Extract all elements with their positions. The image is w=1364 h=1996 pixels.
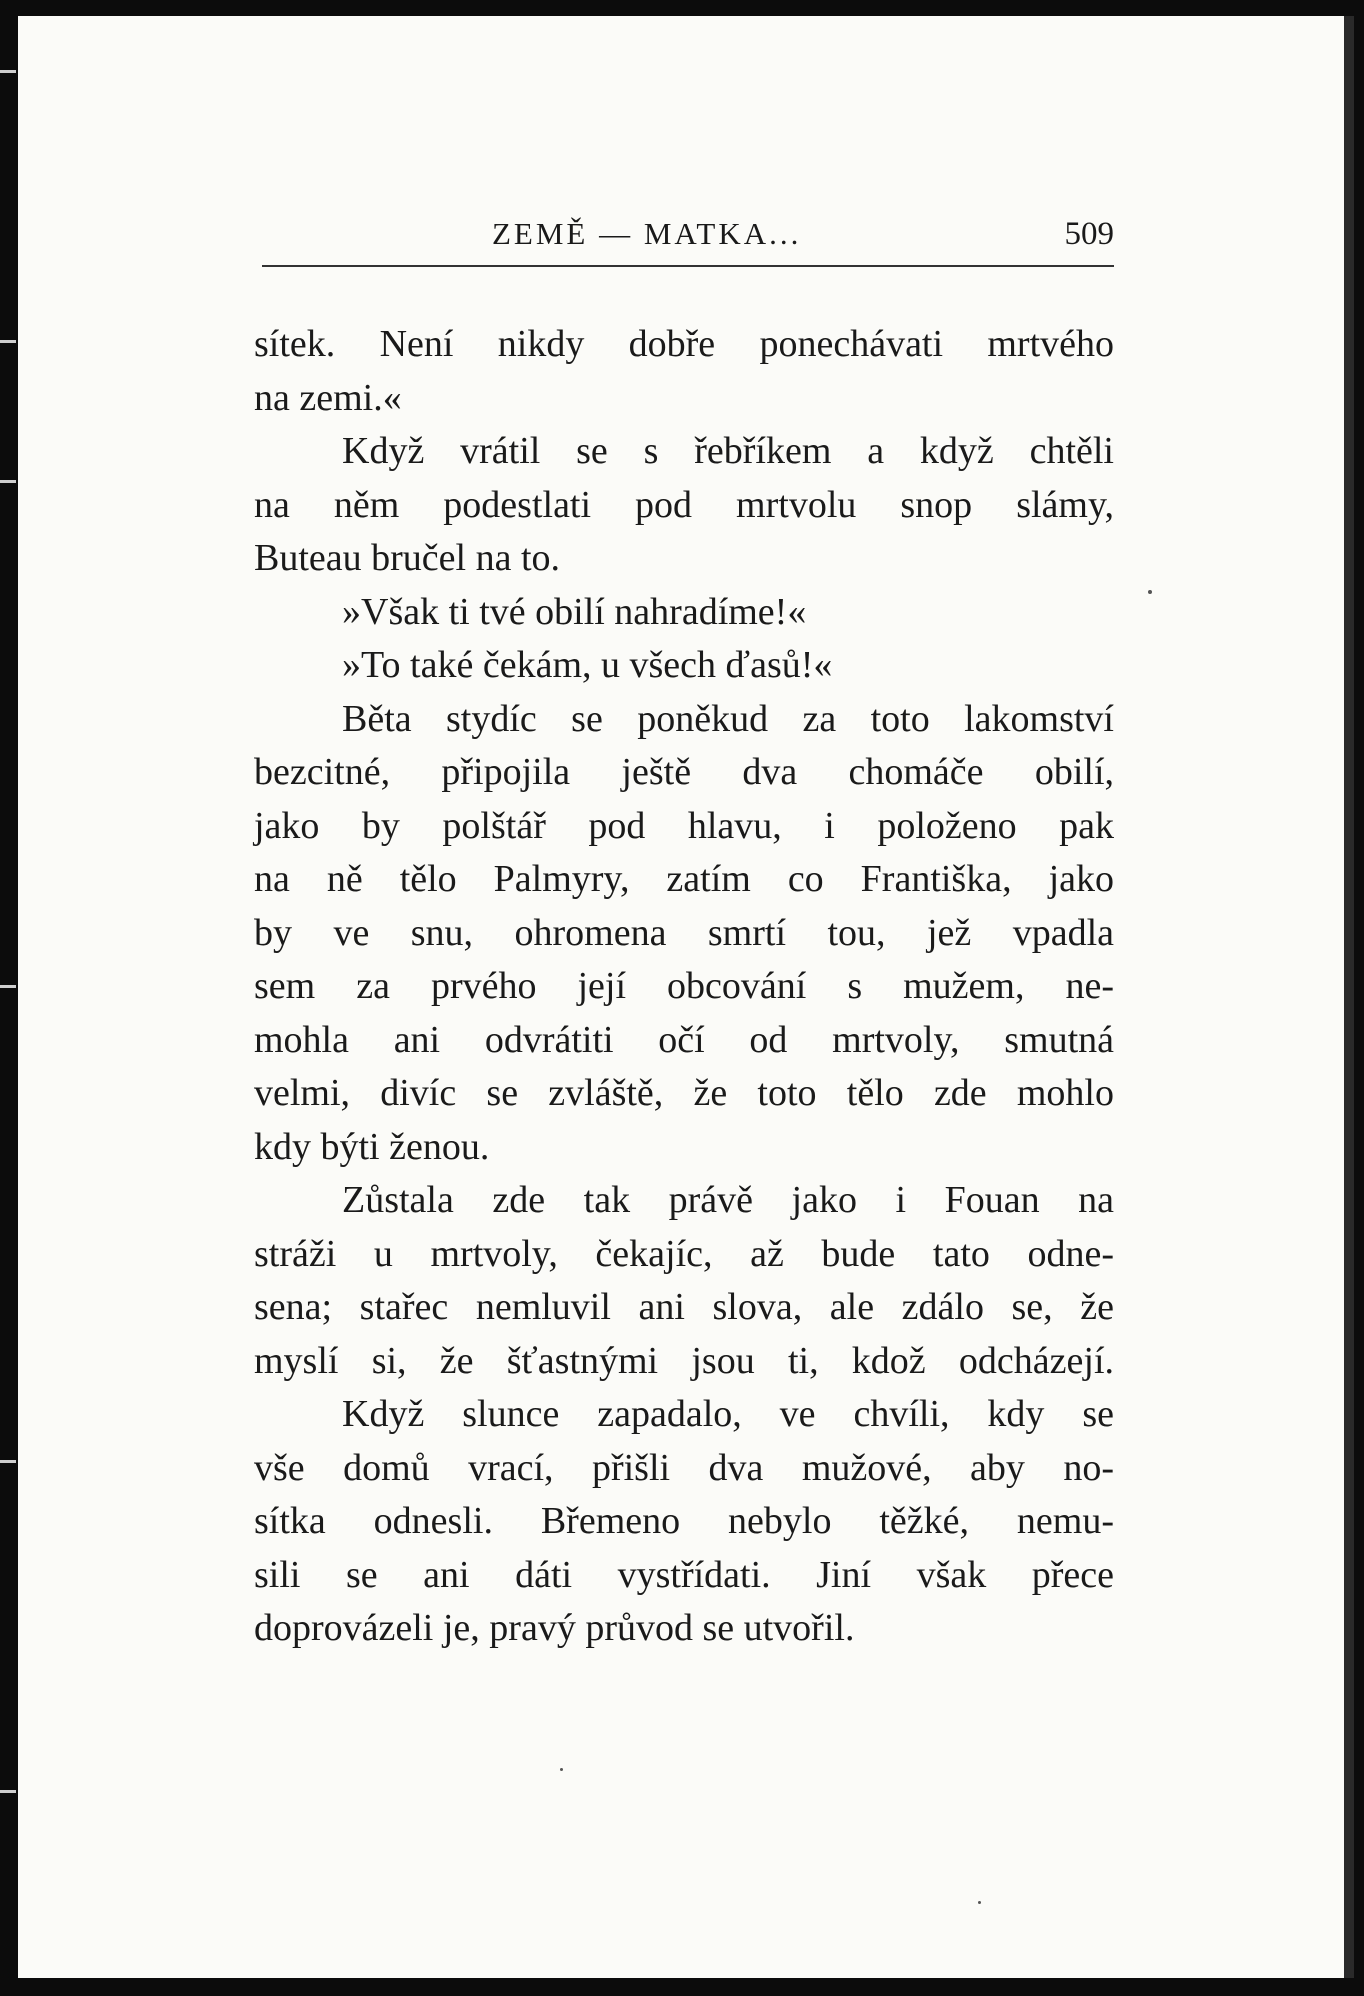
- print-speck: [978, 1901, 981, 1904]
- text-line: sem za prvého její obcování s mužem, ne-: [254, 965, 1114, 1007]
- edge-tick: [0, 985, 16, 988]
- text-line: by ve snu, ohromena smrtí tou, jež vpadla: [254, 911, 1114, 954]
- edge-tick: [0, 1460, 16, 1463]
- text-line: na ně tělo Palmyry, zatím co Františka, jako: [254, 858, 1114, 900]
- text-line: Když vrátil se s řebříkem a když chtěli: [342, 430, 1114, 472]
- text-line: na něm podestlati pod mrtvolu snop slámy,: [254, 483, 1114, 526]
- text-line: na zemi.«: [254, 376, 402, 419]
- text-line: sítka odnesli. Břemeno nebylo těžké, nemu-: [254, 1500, 1114, 1542]
- text-line: kdy býti ženou.: [254, 1125, 490, 1168]
- page-number: 509: [1064, 216, 1114, 252]
- text-line: jako by polštář pod hlavu, i položeno pak: [254, 804, 1114, 847]
- edge-tick: [0, 340, 16, 343]
- text-line: Buteau bručel na to.: [254, 537, 561, 579]
- text-line: Když slunce zapadalo, ve chvíli, kdy se: [342, 1393, 1114, 1435]
- text-line: doprovázeli je, pravý průvod se utvořil.: [254, 1607, 855, 1649]
- edge-tick: [0, 480, 16, 483]
- left-page-edge: [0, 0, 18, 1996]
- text-line: vše domů vrací, přišli dva mužové, aby no-: [254, 1446, 1114, 1489]
- text-line: stráži u mrtvoly, čekajíc, až bude tato odne-: [254, 1232, 1114, 1275]
- print-speck: [560, 1768, 563, 1771]
- text-line: mohla ani odvrátiti očí od mrtvoly, smutná: [254, 1018, 1114, 1061]
- header-rule: [262, 265, 1114, 267]
- text-line: Běta stydíc se poněkud za toto lakomství: [342, 697, 1114, 740]
- text-line: sili se ani dáti vystřídati. Jiní však přece: [254, 1553, 1114, 1596]
- text-line: Zůstala zde tak právě jako i Fouan na: [342, 1179, 1114, 1221]
- running-head: ZEMĚ — MATKA...: [492, 216, 802, 251]
- text-line: bezcitné, připojila ještě dva chomáče obilí,: [254, 751, 1114, 793]
- text-line: sena; stařec nemluvil ani slova, ale zdálo se, že: [254, 1286, 1114, 1328]
- text-line: myslí si, že šťastnými jsou ti, kdož odcházejí.: [254, 1339, 1114, 1382]
- body-text: [254, 318, 1114, 1656]
- edge-tick: [0, 1790, 16, 1793]
- edge-tick: [0, 70, 16, 73]
- text-line: velmi, divíc se zvláště, že toto tělo zde mohlo: [254, 1072, 1114, 1114]
- text-line: »Však ti tvé obilí nahradíme!«: [342, 590, 807, 633]
- print-speck: [1148, 590, 1152, 594]
- page-header: [262, 216, 1114, 256]
- text-line: »To také čekám, u všech ďasů!«: [342, 644, 833, 686]
- text-line: sítek. Není nikdy dobře ponechávati mrtvého: [254, 323, 1114, 365]
